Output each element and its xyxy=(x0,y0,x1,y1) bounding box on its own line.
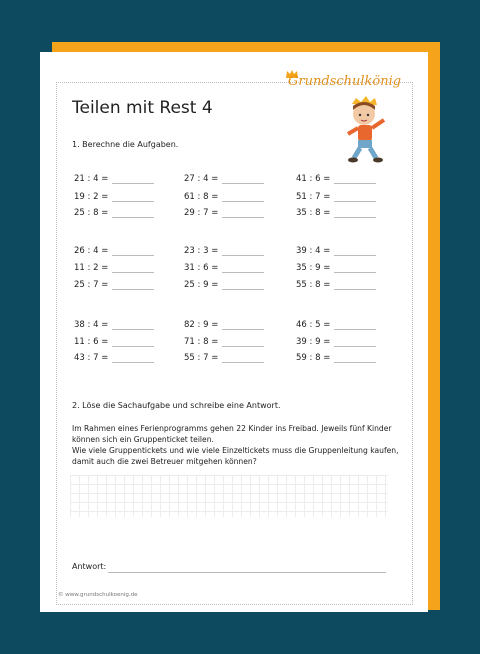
answer-line[interactable] xyxy=(112,289,154,290)
problem: 25 : 7 = xyxy=(74,280,109,290)
answer-line[interactable] xyxy=(112,362,154,363)
answer-line[interactable] xyxy=(222,346,264,347)
answer-line[interactable] xyxy=(222,255,264,256)
answer-input-line[interactable] xyxy=(108,572,386,573)
answer-line[interactable] xyxy=(334,289,376,290)
answer-line[interactable] xyxy=(222,217,264,218)
answer-line[interactable] xyxy=(112,201,154,202)
answer-line[interactable] xyxy=(112,272,154,273)
answer-line[interactable] xyxy=(334,329,376,330)
answer-line[interactable] xyxy=(222,329,264,330)
answer-line[interactable] xyxy=(222,272,264,273)
answer-line[interactable] xyxy=(334,217,376,218)
problem: 31 : 6 = xyxy=(184,263,219,273)
problem: 55 : 8 = xyxy=(296,280,331,290)
boy-illustration xyxy=(338,96,400,166)
problem: 61 : 8 = xyxy=(184,192,219,202)
answer-line[interactable] xyxy=(222,201,264,202)
problem: 11 : 6 = xyxy=(74,337,109,347)
problem: 29 : 7 = xyxy=(184,208,219,218)
answer-line[interactable] xyxy=(334,201,376,202)
answer-line[interactable] xyxy=(112,255,154,256)
problem: 19 : 2 = xyxy=(74,192,109,202)
answer-line[interactable] xyxy=(112,217,154,218)
problem: 35 : 8 = xyxy=(296,208,331,218)
answer-line[interactable] xyxy=(112,346,154,347)
story-line: Im Rahmen eines Ferienprogramms gehen 22 Kinder ins Freibad. Jeweils fünf Kinder xyxy=(72,424,392,433)
answer-label: Antwort: xyxy=(72,562,107,571)
problem: 21 : 4 = xyxy=(74,174,109,184)
story-line: können sich ein Gruppenticket teilen. xyxy=(72,435,214,444)
footer-copyright: © www.grundschulkoenig.de xyxy=(58,592,138,598)
problem: 82 : 9 = xyxy=(184,320,219,330)
answer-line[interactable] xyxy=(334,362,376,363)
problem: 41 : 6 = xyxy=(296,174,331,184)
problem: 11 : 2 = xyxy=(74,263,109,273)
answer-line[interactable] xyxy=(112,329,154,330)
problem: 39 : 9 = xyxy=(296,337,331,347)
problem: 43 : 7 = xyxy=(74,353,109,363)
answer-line[interactable] xyxy=(222,362,264,363)
problem: 59 : 8 = xyxy=(296,353,331,363)
answer-line[interactable] xyxy=(334,183,376,184)
problem: 23 : 3 = xyxy=(184,246,219,256)
problem: 46 : 5 = xyxy=(296,320,331,330)
calculation-grid[interactable] xyxy=(70,475,388,517)
brand-logo: Grundschulkönig xyxy=(288,74,402,89)
problem: 39 : 4 = xyxy=(296,246,331,256)
problem: 35 : 9 = xyxy=(296,263,331,273)
answer-line[interactable] xyxy=(112,183,154,184)
task-1-instruction: 1. Berechne die Aufgaben. xyxy=(72,140,179,149)
problem: 51 : 7 = xyxy=(296,192,331,202)
story-line: damit auch die zwei Betreuer mitgehen können? xyxy=(72,457,257,466)
answer-line[interactable] xyxy=(222,183,264,184)
problem: 71 : 8 = xyxy=(184,337,219,347)
problem: 55 : 7 = xyxy=(184,353,219,363)
problem: 26 : 4 = xyxy=(74,246,109,256)
answer-line[interactable] xyxy=(334,255,376,256)
problem: 25 : 9 = xyxy=(184,280,219,290)
answer-line[interactable] xyxy=(222,289,264,290)
story-line: Wie viele Gruppentickets und wie viele Einzeltickets muss die Gruppenleitung kaufen, xyxy=(72,446,399,455)
problem: 38 : 4 = xyxy=(74,320,109,330)
task-2-instruction: 2. Löse die Sachaufgabe und schreibe eine Antwort. xyxy=(72,401,281,410)
problem: 25 : 8 = xyxy=(74,208,109,218)
answer-line[interactable] xyxy=(334,272,376,273)
answer-line[interactable] xyxy=(334,346,376,347)
problem: 27 : 4 = xyxy=(184,174,219,184)
page-title: Teilen mit Rest 4 xyxy=(72,98,213,118)
